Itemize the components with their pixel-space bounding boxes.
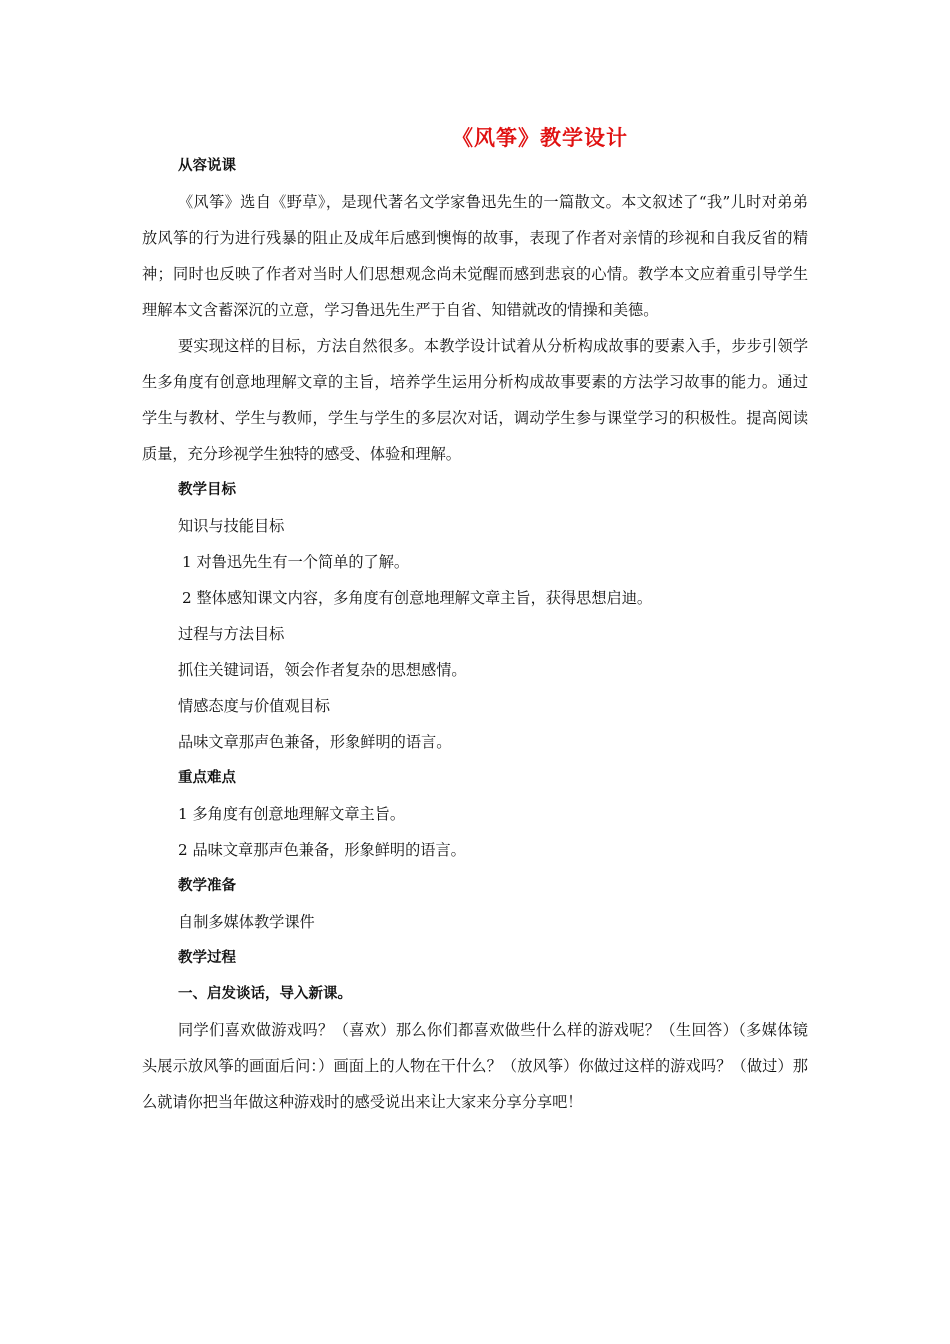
section-heading-goals: 教学目标	[178, 482, 236, 498]
section-heading-preparation: 教学准备	[178, 878, 236, 894]
goal-process-title: 过程与方法目标	[178, 625, 285, 643]
goal-emotion-title: 情感态度与价值观目标	[178, 697, 330, 715]
section-heading-process: 教学过程	[178, 950, 236, 966]
process-step-1-heading: 一、启发谈话，导入新课。	[178, 986, 352, 1002]
goal-knowledge-title: 知识与技能目标	[178, 517, 285, 535]
goal-process-item-1: 抓住关键词语，领会作者复杂的思想感情。	[178, 661, 467, 679]
intro-paragraph-2: 要实现这样的目标，方法自然很多。本教学设计试着从分析构成故事的要素入手，步步引领学生多角度有创意地理解文章的主旨，培养学生运用分析构成故事要素的方法学习故事的能力。通过学生与教材、学生与教师，学生与学生的多层次对话，调动学生参与课堂学习的积极性。提高阅读质量，充分珍视学生独特的感受、体验和理解。	[142, 337, 808, 463]
goal-knowledge-item-2: 2 整体感知课文内容，多角度有创意地理解文章主旨，获得思想启迪。	[182, 589, 653, 607]
goal-knowledge-item-1: 1 对鲁迅先生有一个简单的了解。	[182, 553, 410, 571]
section-heading-key-points: 重点难点	[178, 770, 236, 786]
document-title: 《风筝》教学设计	[452, 126, 628, 150]
process-step-1-paragraph: 同学们喜欢做游戏吗？（喜欢）那么你们都喜欢做些什么样的游戏呢？（生回答）（多媒体镜头展示放风筝的画面后问：）画面上的人物在干什么？（放风筝）你做过这样的游戏吗？（做过）那么就请你把当年做这种游戏时的感受说出来让大家来分享分享吧！	[142, 1021, 808, 1111]
key-point-item-1: 1 多角度有创意地理解文章主旨。	[178, 805, 406, 823]
key-point-item-2: 2 品味文章那声色兼备，形象鲜明的语言。	[178, 841, 466, 859]
section-heading-intro: 从容说课	[178, 158, 236, 174]
preparation-item-1: 自制多媒体教学课件	[178, 913, 315, 931]
goal-emotion-item-1: 品味文章那声色兼备，形象鲜明的语言。	[178, 733, 452, 751]
intro-paragraph-1: 《风筝》选自《野草》，是现代著名文学家鲁迅先生的一篇散文。本文叙述了“我”儿时对弟弟放风筝的行为进行残暴的阻止及成年后感到懊悔的故事，表现了作者对亲情的珍视和自我反省的精神；同时也反映了作者对当时人们思想观念尚未觉醒而感到悲哀的心情。教学本文应着重引导学生理解本文含蓄深沉的立意，学习鲁迅先生严于自省、知错就改的情操和美德。	[142, 193, 808, 319]
document-body	[142, 148, 808, 1120]
